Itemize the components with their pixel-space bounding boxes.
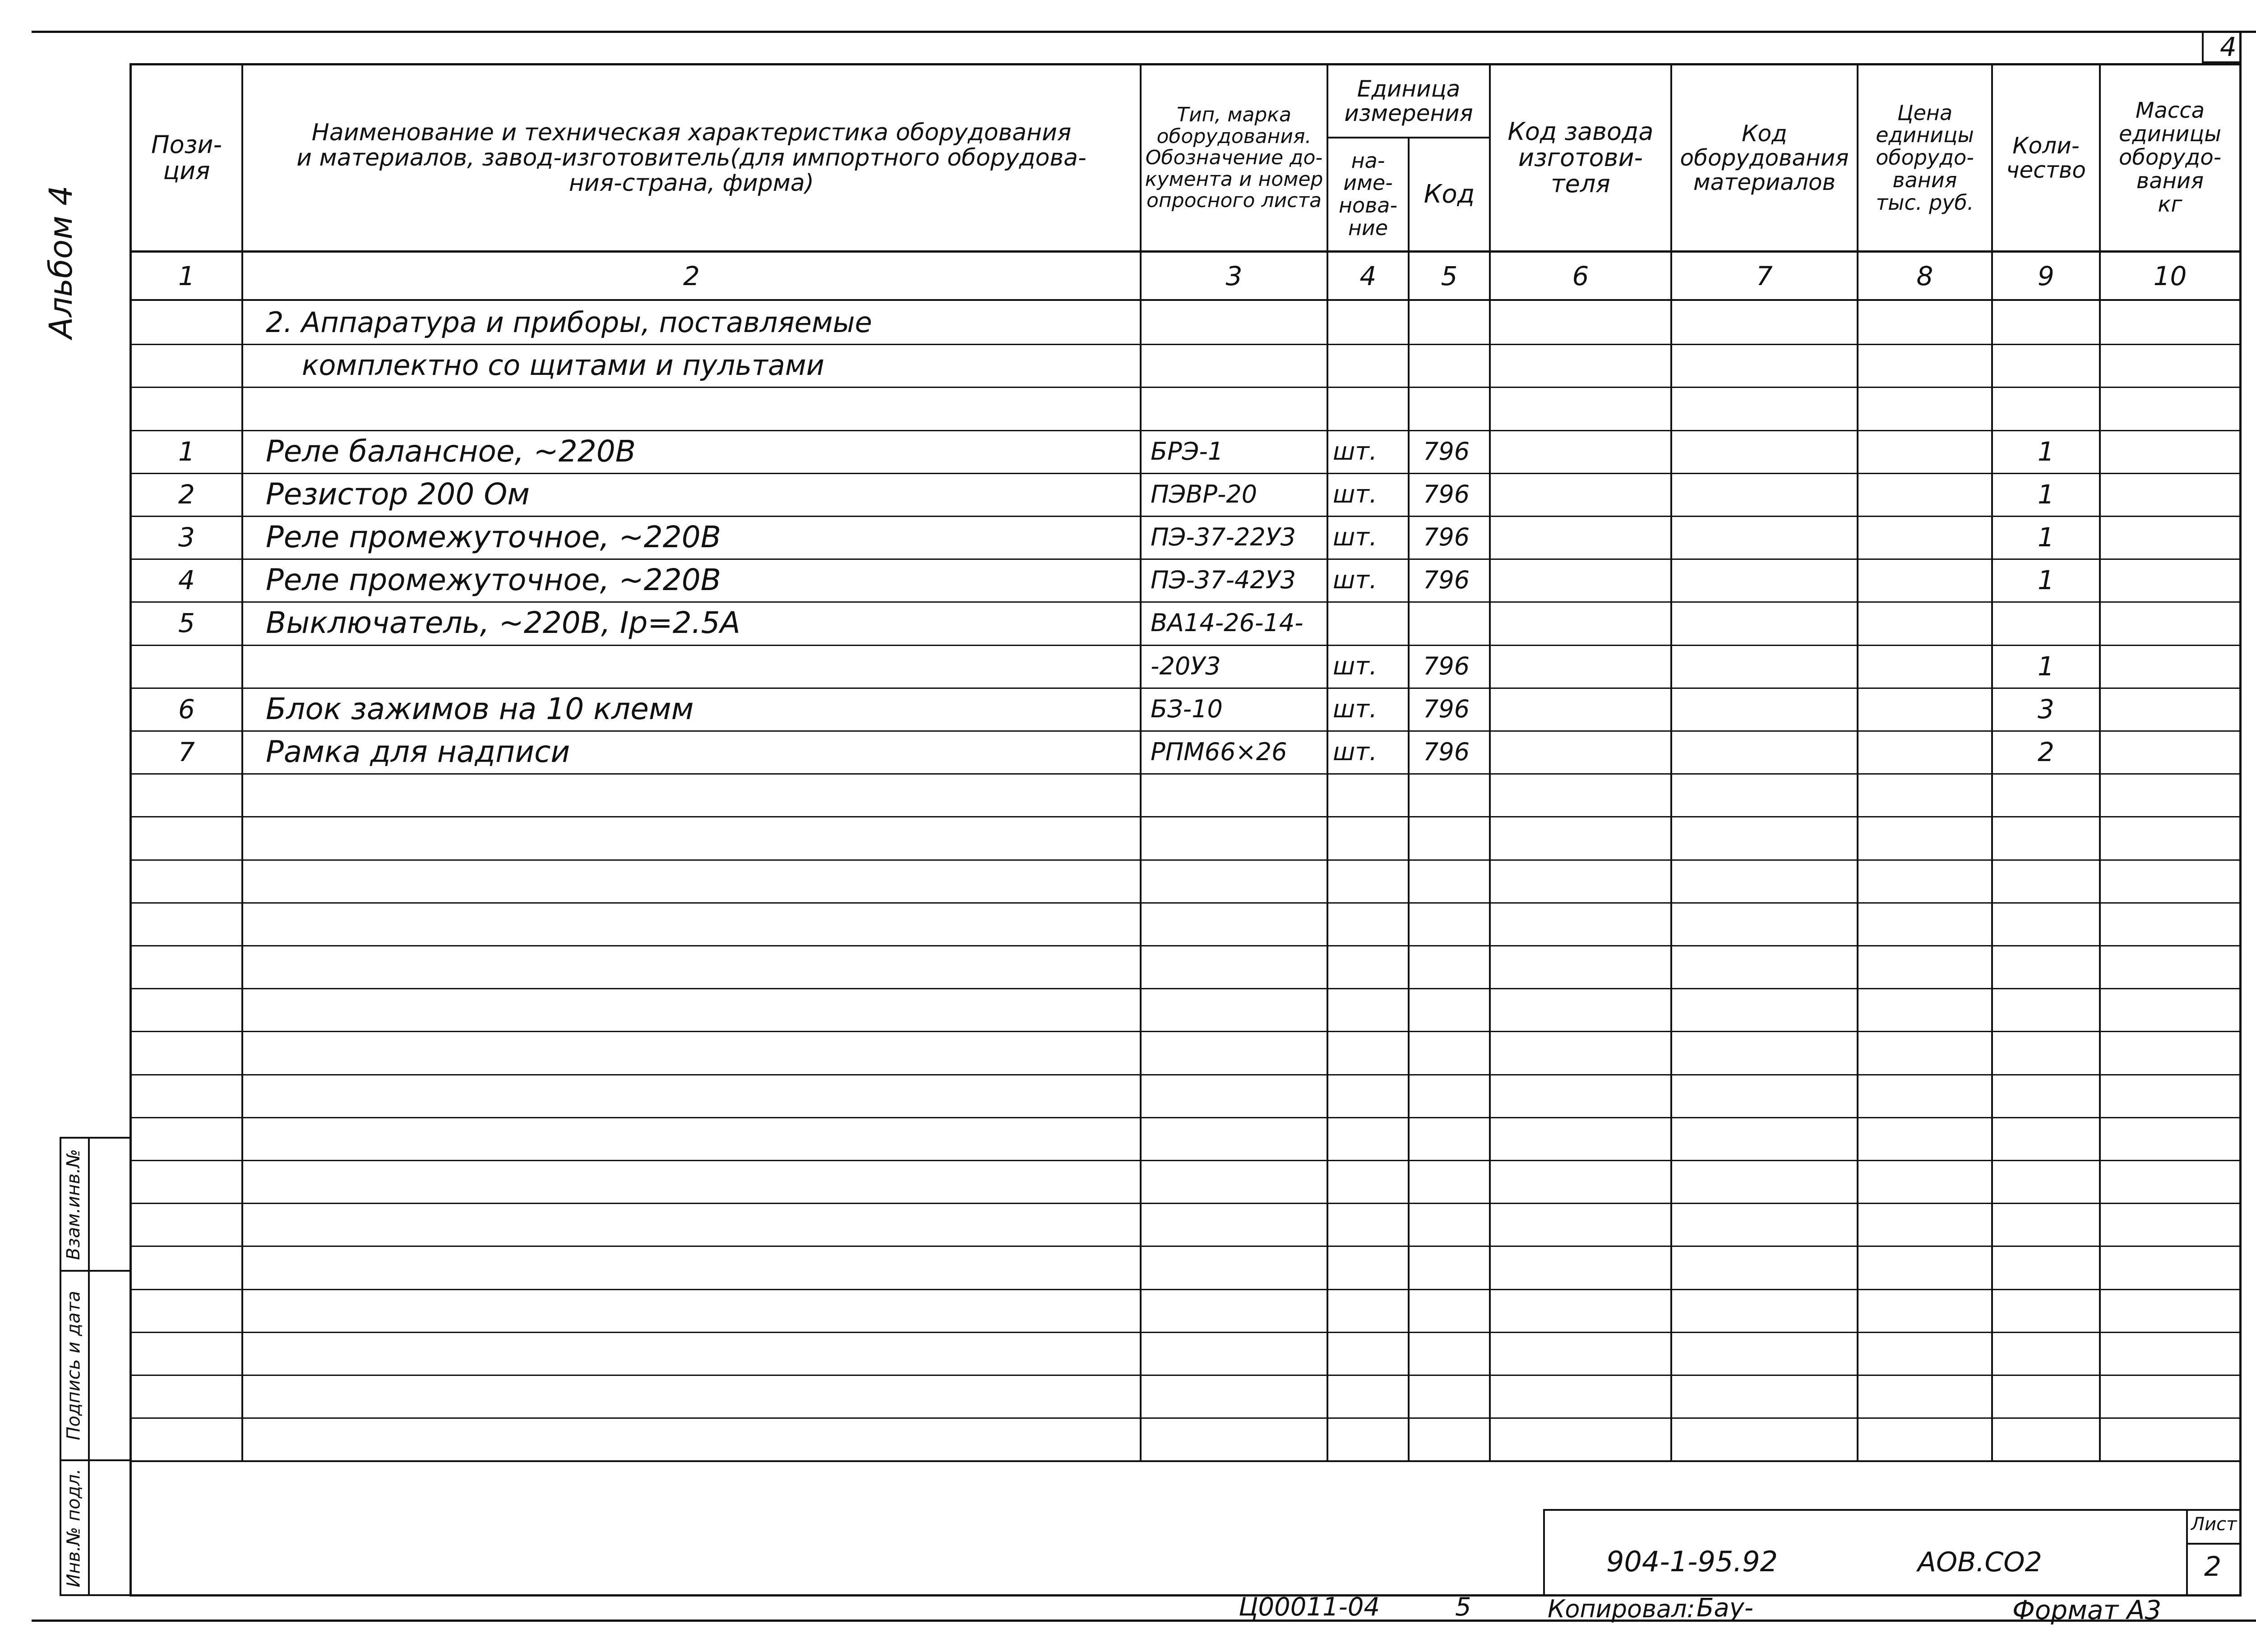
cell-type: РПМ66×26 [1151, 738, 1287, 766]
column-number-2: 2 [683, 261, 700, 291]
column-number-4: 4 [1359, 261, 1377, 291]
row-line [129, 988, 2239, 989]
cell-type: БРЭ-1 [1151, 437, 1224, 466]
cell-qty: 3 [2038, 693, 2054, 724]
cell-type: ПЭВР-20 [1151, 480, 1257, 508]
row-line [129, 1246, 2239, 1247]
cell-name: 2. Аппаратура и приборы, поставляемые [266, 306, 872, 339]
titleblock-top [1543, 1509, 2242, 1511]
cell-unit_name: шт. [1333, 738, 1378, 766]
column-number-5: 5 [1441, 261, 1458, 291]
cell-name: Реле балансное, ~220В [266, 434, 636, 469]
cell-pos: 6 [178, 693, 195, 724]
stamp-bottom-line [60, 1594, 129, 1596]
cell-unit_name: шт. [1333, 566, 1378, 594]
header-unit-group: Единица измерения [1344, 76, 1473, 126]
column-number-8: 8 [1916, 261, 1933, 291]
cell-unit_name: шт. [1333, 523, 1378, 551]
doc-code: 904-1-95.92 [1606, 1545, 1778, 1578]
header-price: Цена единицы оборудо- вания тыс. руб. [1876, 100, 1974, 215]
cell-unit_code: 796 [1423, 437, 1470, 466]
row-line [129, 1375, 2239, 1376]
titleblock-left [1543, 1509, 1545, 1596]
header-name: Наименование и техническая характеристика оборудования и материалов, завод-изготовитель(для импортного оборудова- ния-страна, фирма) [296, 119, 1086, 197]
cell-unit_name: шт. [1333, 480, 1378, 508]
row-line [129, 945, 2239, 946]
sheet-number: 2 [2204, 1551, 2222, 1583]
cell-type [1151, 387, 1327, 429]
album-label: Альбом 4 [42, 185, 79, 339]
sheet-label: Лист [2191, 1514, 2237, 1535]
cell-type: ПЭ-37-22У3 [1151, 523, 1296, 551]
cell-qty: 1 [2038, 521, 2054, 553]
cell-unit_code: 796 [1423, 738, 1470, 766]
sheet-corner-number: 4 [2220, 32, 2237, 62]
row-line [129, 902, 2239, 904]
row-line [129, 1160, 2239, 1161]
cell-unit_name: шт. [1333, 652, 1378, 680]
cell-qty: 1 [2038, 436, 2054, 467]
cell-qty [1993, 344, 2099, 387]
cell-name: Резистор 200 Ом [266, 477, 530, 512]
column-number-1: 1 [178, 261, 195, 291]
cell-pos: 4 [178, 564, 195, 595]
header-plant-code: Код завода изготови- теля [1507, 117, 1654, 198]
cell-name: Блок зажимов на 10 клемм [266, 692, 694, 726]
header-quantity: Коли- чество [2006, 133, 2086, 183]
header-bottom-line [129, 250, 2239, 253]
cell-qty [1993, 301, 2099, 344]
cell-unit_name [1333, 301, 1408, 344]
cell-unit_name: шт. [1333, 695, 1378, 723]
cell-name [266, 387, 1140, 429]
cell-type [1151, 344, 1327, 387]
cell-qty: 1 [2038, 651, 2054, 682]
cell-type: ПЭ-37-42У3 [1151, 566, 1296, 594]
cell-unit_code: 796 [1423, 695, 1470, 723]
cell-unit_code [1423, 387, 1489, 429]
cell-name: Реле промежуточное, ~220В [266, 520, 721, 554]
header-mass: Масса единицы оборудо- вания кг [2118, 98, 2222, 217]
cell-type [1151, 301, 1327, 344]
cell-name: комплектно со щитами и пультами [302, 349, 825, 382]
row-line [129, 1203, 2239, 1204]
table-body-bottom [129, 1460, 2239, 1462]
row-line [129, 1074, 2239, 1075]
cell-qty: 2 [2038, 736, 2054, 767]
cell-qty [1993, 387, 2099, 429]
cell-unit_code: 796 [1423, 523, 1470, 551]
cell-unit_code: 796 [1423, 652, 1470, 680]
cell-name: Рамка для надписи [266, 734, 570, 769]
row-line [129, 1289, 2239, 1290]
cell-qty: 1 [2038, 479, 2054, 510]
cell-type: ВА14-26-14- [1151, 609, 1304, 637]
cell-pos [132, 645, 241, 688]
page-number: 5 [1455, 1592, 1471, 1622]
cell-pos [132, 344, 241, 387]
row-line [129, 1332, 2239, 1333]
cell-type: -20У3 [1151, 652, 1221, 680]
copied-label: Копировал: [1548, 1595, 1695, 1623]
header-type: Тип, марка оборудования. Обозначение до- кумента и номер опросного листа [1145, 103, 1323, 212]
top-rule [32, 31, 2256, 33]
row-line [129, 1031, 2239, 1032]
row-line [129, 1417, 2239, 1419]
cell-pos [132, 301, 241, 344]
cell-unit_name [1333, 601, 1408, 644]
cell-qty [1993, 601, 2099, 644]
cell-pos [132, 387, 241, 429]
header-position: Пози- ция [151, 130, 222, 185]
col-sep-4 [1408, 138, 1410, 1461]
cell-type: БЗ-10 [1151, 695, 1223, 723]
header-unit-code: Код [1424, 179, 1475, 209]
column-number-10: 10 [2153, 261, 2187, 291]
archive-number: Ц00011-04 [1239, 1592, 1380, 1622]
row-line [129, 816, 2239, 817]
cell-unit_code: 796 [1423, 480, 1470, 508]
cell-name [266, 645, 1140, 688]
cell-qty: 1 [2038, 564, 2054, 595]
table-bottom-border [129, 1594, 2242, 1597]
section-code: АОВ.СО2 [1918, 1546, 2042, 1578]
row-line [129, 1117, 2239, 1118]
stamp-inv-no: Инв.№ подл. [63, 1468, 84, 1587]
cell-pos: 3 [178, 521, 195, 553]
cell-unit_code [1423, 301, 1489, 344]
titleblock-sheet-mid [2186, 1543, 2242, 1545]
row-line [129, 859, 2239, 861]
stamp-replacement-inv: Взам.инв.№ [63, 1149, 84, 1260]
titleblock-sheet-left [2186, 1509, 2188, 1596]
cell-pos: 7 [178, 736, 195, 767]
cell-unit_name [1333, 387, 1408, 429]
stamp-signature-date: Подпись и дата [63, 1291, 84, 1440]
column-number-6: 6 [1572, 261, 1589, 291]
column-number-7: 7 [1756, 261, 1773, 291]
cell-name: Реле промежуточное, ~220В [266, 563, 721, 597]
cell-pos: 5 [178, 607, 195, 638]
cell-pos: 1 [178, 436, 195, 467]
corner-box-left [2202, 31, 2204, 62]
right-frame [2239, 31, 2242, 1596]
cell-unit_name: шт. [1333, 437, 1378, 466]
cell-pos: 2 [178, 479, 195, 510]
row-line [129, 773, 2239, 775]
bottom-rule [32, 1620, 2256, 1622]
cell-name: Выключатель, ~220В, Iр=2.5А [266, 605, 740, 640]
header-unit-name: на- име- нова- ние [1338, 148, 1398, 240]
cell-unit_code [1423, 344, 1489, 387]
format-label: Формат А3 [2012, 1595, 2162, 1625]
cell-unit_code: 796 [1423, 566, 1470, 594]
header-equipment-code: Код оборудования материалов [1680, 120, 1849, 195]
cell-unit_code [1423, 601, 1489, 644]
copied-signature: Бау- [1697, 1593, 1754, 1623]
stamp-mid-line [88, 1137, 90, 1596]
column-number-3: 3 [1225, 261, 1243, 291]
cell-unit_name [1333, 344, 1408, 387]
column-number-9: 9 [2038, 261, 2054, 291]
